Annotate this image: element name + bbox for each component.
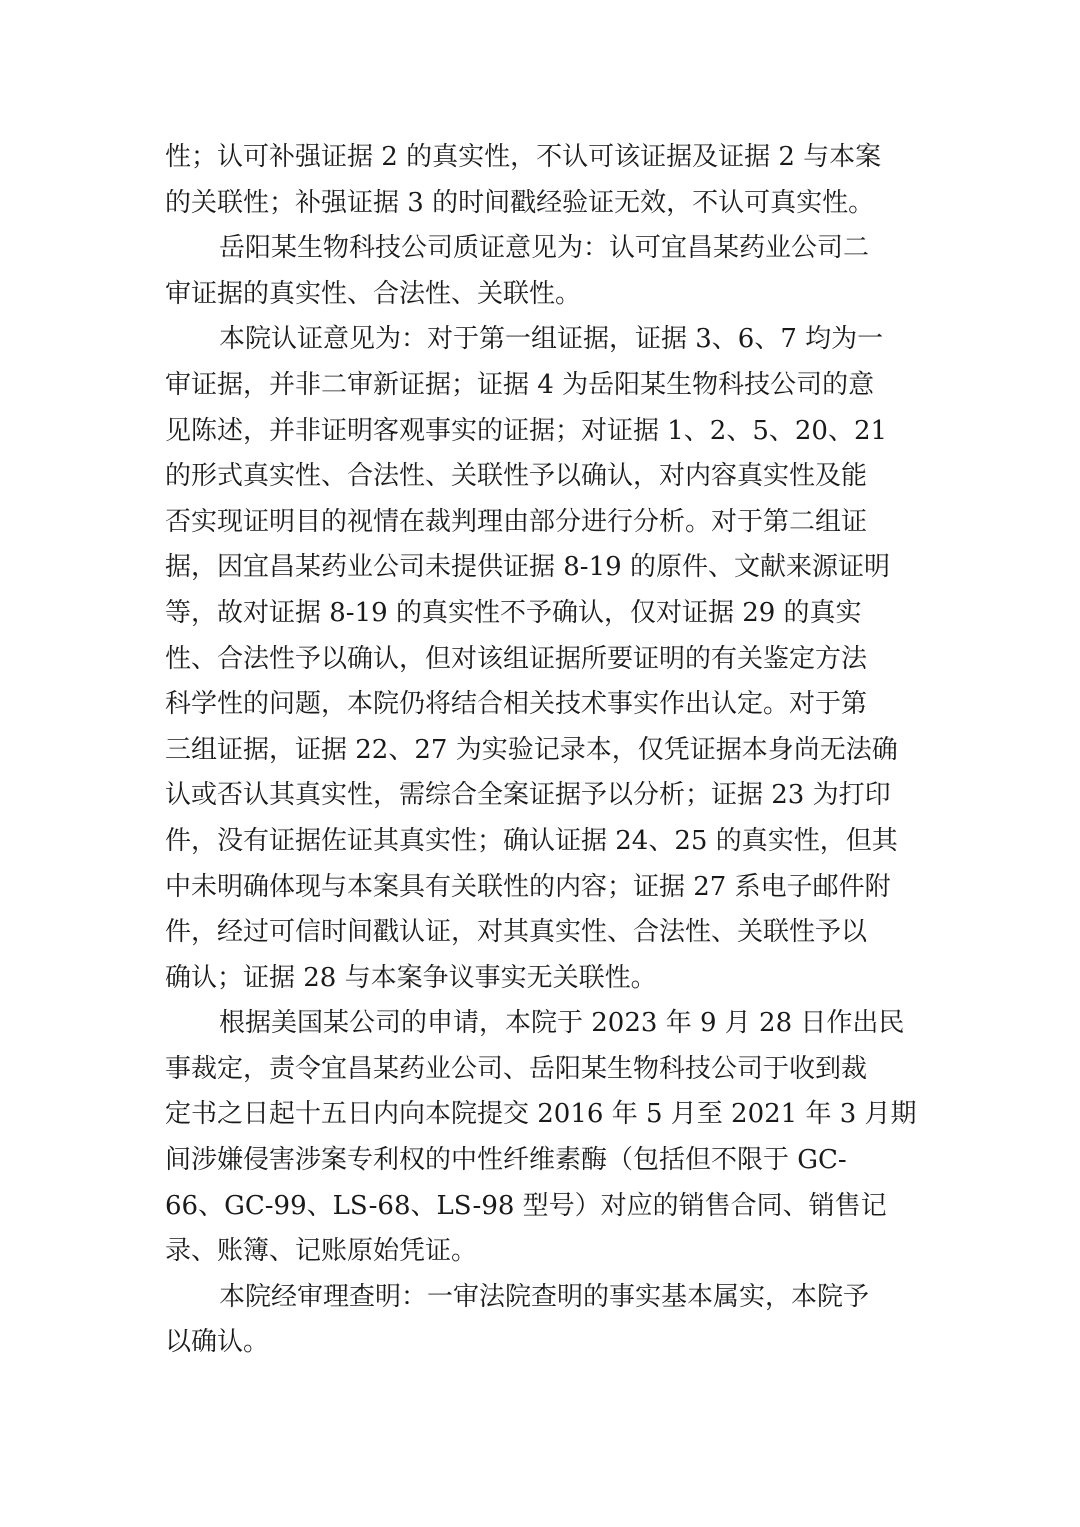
text-line: 根据美国某公司的申请，本院于 2023 年 9 月 28 日作出民: [219, 1008, 905, 1039]
text-line: 审证据的真实性、合法性、关联性。: [165, 278, 582, 309]
paragraph-facts-found: [165, 1275, 925, 1366]
text-line: 认或否认其真实性，需综合全案证据予以分析；证据 23 为打印: [165, 780, 891, 811]
text-line: 的关联性；补强证据 3 的时间戳经验证无效，不认可真实性。: [165, 187, 875, 218]
text-line: 间涉嫌侵害涉案专利权的中性纤维素酶（包括但不限于 GC-: [165, 1145, 847, 1176]
text-line: 三组证据，证据 22、27 为实验记录本，仅凭证据本身尚无法确: [165, 734, 898, 765]
paragraph-ruling-order: [165, 1001, 925, 1275]
text-line: 见陈述，并非证明客观事实的证据；对证据 1、2、5、20、21: [165, 415, 888, 446]
text-line: 性、合法性予以确认，但对该组证据所要证明的有关鉴定方法: [165, 643, 868, 674]
text-line: 性；认可补强证据 2 的真实性，不认可该证据及证据 2 与本案: [165, 142, 882, 172]
paragraph-court-certification: [165, 317, 925, 1001]
text-line: 录、账簿、记账原始凭证。: [165, 1236, 478, 1267]
text-line: 本院经审理查明：一审法院查明的事实基本属实，本院予: [219, 1281, 870, 1312]
text-line: 等，故对证据 8-19 的真实性不予确认，仅对证据 29 的真实: [165, 597, 862, 628]
text-line: 据，因宜昌某药业公司未提供证据 8-19 的原件、文献来源证明: [165, 552, 890, 583]
text-line: 本院认证意见为：对于第一组证据，证据 3、6、7 均为一: [219, 324, 884, 355]
text-line: 审证据，并非二审新证据；证据 4 为岳阳某生物科技公司的意: [165, 369, 875, 400]
text-line: 66、GC-99、LS-68、LS-98 型号）对应的销售合同、销售记: [165, 1190, 887, 1221]
document-body: [165, 135, 925, 1366]
text-line: 以确认。: [165, 1327, 270, 1358]
text-line: 件，没有证据佐证其真实性；确认证据 24、25 的真实性，但其: [165, 825, 898, 856]
text-line: 事裁定，责令宜昌某药业公司、岳阳某生物科技公司于收到裁: [165, 1053, 868, 1084]
text-line: 否实现证明目的视情在裁判理由部分进行分析。对于第二组证: [165, 506, 868, 537]
text-line: 定书之日起十五日内向本院提交 2016 年 5 月至 2021 年 3 月期: [165, 1099, 917, 1130]
text-line: 岳阳某生物科技公司质证意见为：认可宜昌某药业公司二: [219, 233, 870, 264]
paragraph-evidence-cross-exam-continued: [165, 135, 925, 226]
text-line: 的形式真实性、合法性、关联性予以确认，对内容真实性及能: [165, 461, 868, 492]
paragraph-yueyang-opinion: [165, 226, 925, 317]
text-line: 科学性的问题，本院仍将结合相关技术事实作出认定。对于第: [165, 689, 868, 720]
text-line: 件，经过可信时间戳认证，对其真实性、合法性、关联性予以: [165, 917, 868, 948]
text-line: 中未明确体现与本案具有关联性的内容；证据 27 系电子邮件附: [165, 871, 891, 902]
text-line: 确认；证据 28 与本案争议事实无关联性。: [165, 962, 657, 993]
